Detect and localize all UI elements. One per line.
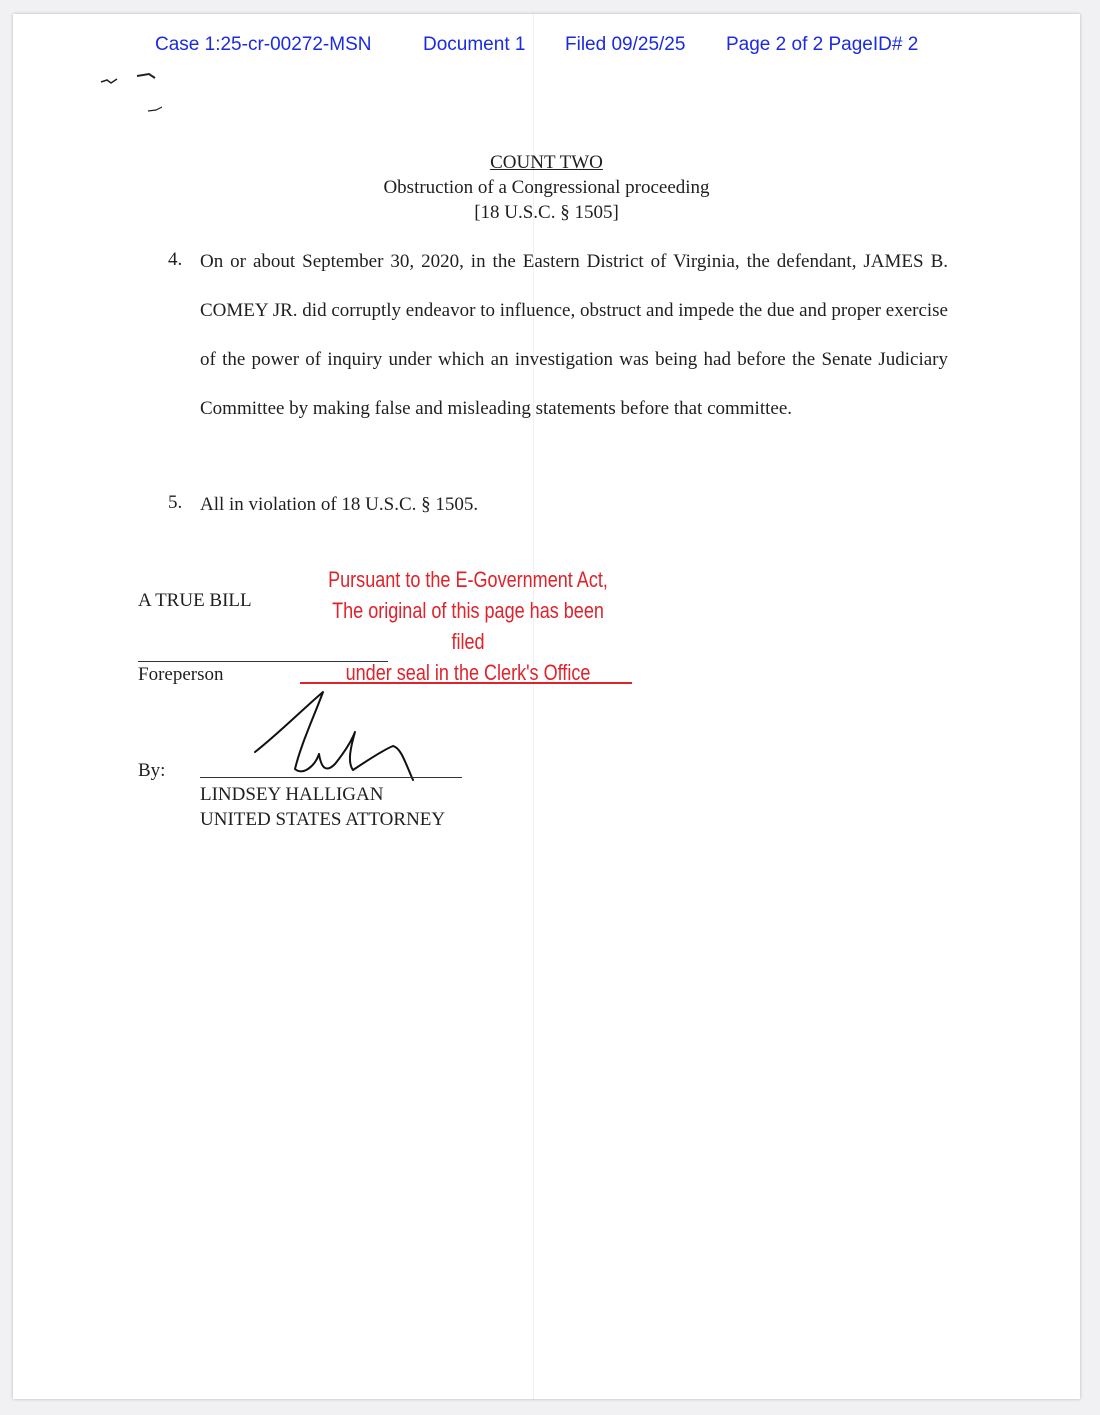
count-heading [13, 150, 1080, 225]
by-label: By: [138, 760, 166, 781]
true-bill-label: A TRUE BILL [138, 590, 252, 611]
foreperson-label: Foreperson [138, 664, 224, 685]
foreperson-signature-line [138, 661, 388, 662]
attorney-block [200, 782, 445, 832]
paragraph-number: 5. [168, 492, 183, 513]
attorney-signature-line [200, 777, 462, 778]
document-page [13, 14, 1080, 1399]
attorney-title: UNITED STATES ATTORNEY [200, 809, 446, 830]
filed-date: Filed 09/25/25 [565, 34, 686, 55]
stamp-line-1: Pursuant to the E-Government Act, [328, 567, 608, 592]
count-subtitle: Obstruction of a Congressional proceeding [383, 177, 710, 198]
scan-artifact-marks [93, 64, 203, 124]
count-title: COUNT TWO [490, 152, 603, 173]
sealed-stamp [320, 564, 615, 688]
stamp-line-2: The original of this page has been filed [332, 598, 604, 654]
case-number: Case 1:25-cr-00272-MSN [155, 34, 372, 55]
count-statute: [18 U.S.C. § 1505] [474, 202, 619, 223]
paragraph-number: 4. [168, 249, 183, 270]
attorney-name: LINDSEY HALLIGAN [200, 784, 384, 805]
page-id: Page 2 of 2 PageID# 2 [726, 34, 919, 55]
paragraph-text: On or about September 30, 2020, in the Eastern District of Virginia, the defendant, JAMES B. COMEY JR. did corruptly endeavor to influence, obstruct and impede the due and proper exercise of the power of inquiry under which an investigation was being had before the Senate Judiciary Committee by making false and misleading statements before that committee. [200, 251, 948, 419]
paragraph-text: All in violation of 18 U.S.C. § 1505. [200, 494, 479, 515]
stamp-line-3: under seal in the Clerk's Office [345, 660, 591, 685]
document-number: Document 1 [423, 34, 526, 55]
